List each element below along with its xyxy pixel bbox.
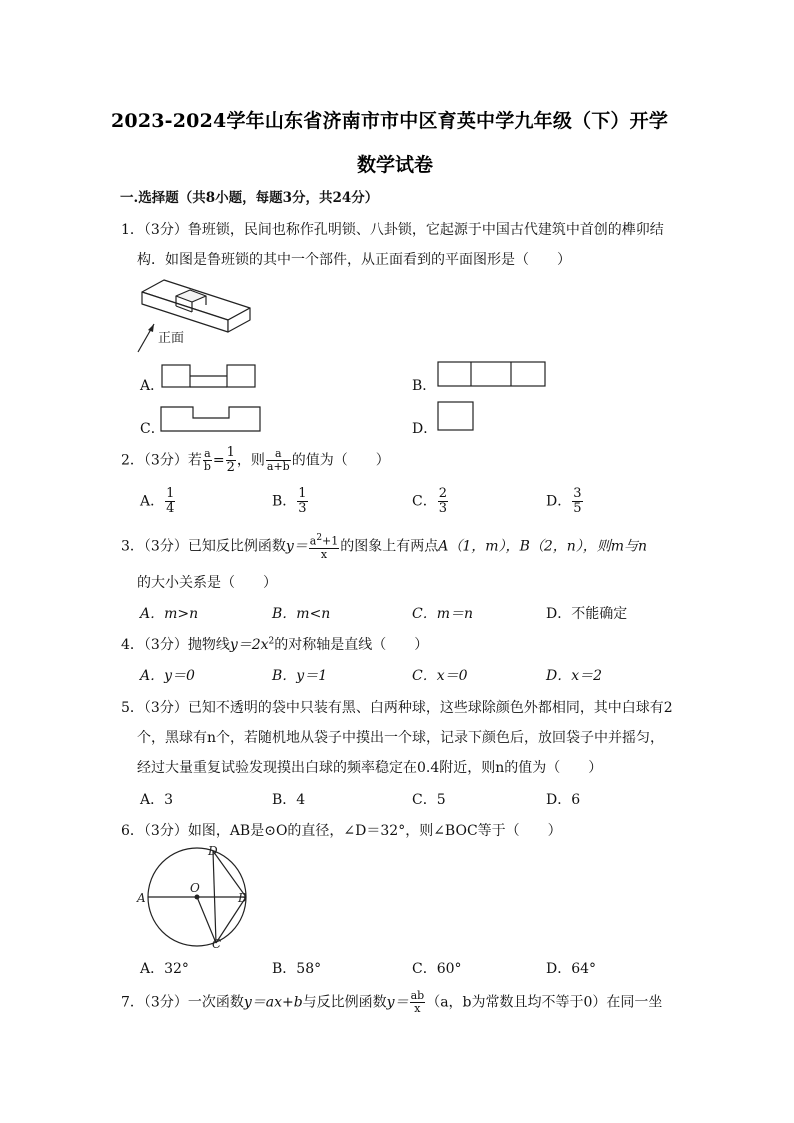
option-label: D． — [546, 493, 572, 510]
option-den: 3 — [298, 501, 307, 516]
q6-stem: 6．（3分）如图，AB是⊙O的直径，∠D＝32°，则∠BOC等于（ ） — [121, 823, 562, 839]
q3-suffix: 的图象上有两点 — [340, 538, 439, 555]
q1-option-d-figure — [437, 401, 475, 431]
q7-stem — [121, 990, 662, 1015]
q3-point-b: B（2，n），则 — [519, 538, 611, 555]
front-label: 正面 — [158, 331, 185, 346]
q1-line1: 1．（3分）鲁班锁，民间也称作孔明锁、八卦锁，它起源于中国古代建筑中首创的榫卯结 — [121, 222, 664, 238]
q6-option-c: C．60° — [412, 961, 462, 977]
q4-option-a: A．y＝0 — [140, 668, 195, 684]
option-num: 3 — [573, 486, 582, 501]
q2-cond-den: b — [203, 460, 211, 473]
q2-stem — [121, 446, 390, 475]
q2-half-num: 1 — [226, 445, 235, 460]
option-label: C． — [412, 493, 437, 510]
label-c: C — [212, 937, 222, 950]
q3-option-b: B．m<n — [272, 606, 331, 622]
q4-option-d: D．x＝2 — [546, 668, 603, 684]
q3-m-and-n: m与n — [610, 538, 648, 555]
q1-option-c-figure — [160, 406, 262, 432]
q7-num: ab — [410, 989, 425, 1002]
q2-option-d — [546, 487, 584, 516]
option-label: B． — [272, 493, 297, 510]
q2-option-a — [140, 487, 176, 516]
q6-option-b: B．58° — [272, 961, 322, 977]
q7-y-eq: y＝ — [386, 994, 409, 1011]
option-num: 1 — [166, 486, 175, 501]
q2-option-c — [412, 487, 449, 516]
q4-option-b: B．y＝1 — [272, 668, 328, 684]
q1-option-a-figure — [161, 364, 257, 388]
q2-expr-num: a — [266, 448, 291, 461]
q2-option-b — [272, 487, 309, 516]
option-den: 4 — [166, 501, 175, 516]
q7-prefix: 7．（3分）一次函数 — [121, 994, 244, 1011]
option-den: 3 — [438, 501, 447, 516]
option-num: 2 — [438, 486, 447, 501]
option-den: 5 — [573, 501, 582, 516]
q3-prefix: 3．（3分）已知反比例函数 — [121, 538, 286, 555]
label-d: D — [208, 844, 218, 858]
q5-option-c: C．5 — [412, 792, 446, 808]
q2-cond-num: a — [204, 447, 211, 460]
q6-option-a: A．32° — [140, 961, 189, 977]
q2-mid: ，则 — [236, 452, 265, 469]
q3-num-exp: 2 — [316, 533, 323, 543]
q7-mid: 与反比例函数 — [302, 994, 387, 1011]
q2-expr-den: a+b — [266, 460, 290, 473]
option-label: A． — [140, 493, 165, 510]
circle-geometry-figure — [135, 842, 260, 950]
q2-eq: = — [212, 452, 225, 469]
label-o: O — [190, 881, 200, 895]
q5-option-a: A．3 — [140, 792, 174, 808]
q3-den: x — [320, 547, 328, 561]
q3-option-c: C．m＝n — [412, 606, 474, 622]
q3-option-a: A．m>n — [140, 606, 199, 622]
option-num: 1 — [298, 486, 307, 501]
q5-line3: 经过大量重复试验发现摸出白球的频率稳定在0.4附近，则n的值为（ ） — [137, 760, 603, 776]
page-title-line2: 数学试卷 — [357, 154, 434, 176]
q7-suffix: （a，b为常数且均不等于0）在同一坐 — [426, 994, 663, 1011]
q4-func: y＝2x — [229, 637, 269, 653]
q7-den: x — [414, 1002, 421, 1015]
q3-stem — [121, 532, 647, 561]
page-title-line1: 2023-2024学年山东省济南市市中区育英中学九年级（下）开学 — [111, 110, 669, 132]
q1-option-c-label: C． — [140, 421, 165, 437]
q4-prefix: 4．（3分）抛物线 — [121, 637, 230, 653]
q5-line1: 5．（3分）已知不透明的袋中只装有黑、白两种球，这些球除颜色外都相同，其中白球有2 — [121, 700, 673, 716]
q3-y-eq: y＝ — [285, 538, 308, 555]
q2-prefix: 2．（3分）若 — [121, 452, 202, 469]
q6-option-d: D．64° — [546, 961, 597, 977]
label-b: B — [238, 891, 247, 905]
luban-lock-3d-figure — [130, 272, 270, 357]
q4-stem — [121, 634, 428, 654]
q1-option-d-label: D． — [412, 421, 438, 437]
q5-line2: 个，黑球有n个，若随机地从袋子中摸出一个球，记录下颜色后，放回袋子中并摇匀， — [137, 730, 665, 746]
q4-suffix: 的对称轴是直线（ ） — [274, 637, 429, 653]
section-heading: 一.选择题（共8小题，每题3分，共24分） — [120, 190, 379, 206]
q1-option-a-label: A． — [140, 378, 165, 394]
q3-line2: 的大小关系是（ ） — [137, 575, 277, 591]
q7-linear: y＝ax+b — [243, 994, 303, 1011]
q2-half-den: 2 — [226, 460, 235, 475]
q5-option-d: D．6 — [546, 792, 581, 808]
q4-option-c: C．x＝0 — [412, 668, 468, 684]
q3-option-d: D．不能确定 — [546, 606, 628, 622]
q3-num-base: a — [309, 534, 317, 548]
label-a: A — [137, 891, 146, 905]
q3-point-a: A（1，m）， — [438, 538, 520, 555]
q2-suffix: 的值为（ ） — [291, 452, 390, 469]
q1-option-b-label: B． — [412, 378, 437, 394]
q1-line2: 构．如图是鲁班锁的其中一个部件，从正面看到的平面图形是（ ） — [137, 252, 571, 268]
q1-option-b-figure — [437, 361, 547, 387]
q4-func-exp: 2 — [268, 636, 275, 647]
q5-option-b: B．4 — [272, 792, 306, 808]
q3-num-rest: +1 — [322, 534, 339, 548]
